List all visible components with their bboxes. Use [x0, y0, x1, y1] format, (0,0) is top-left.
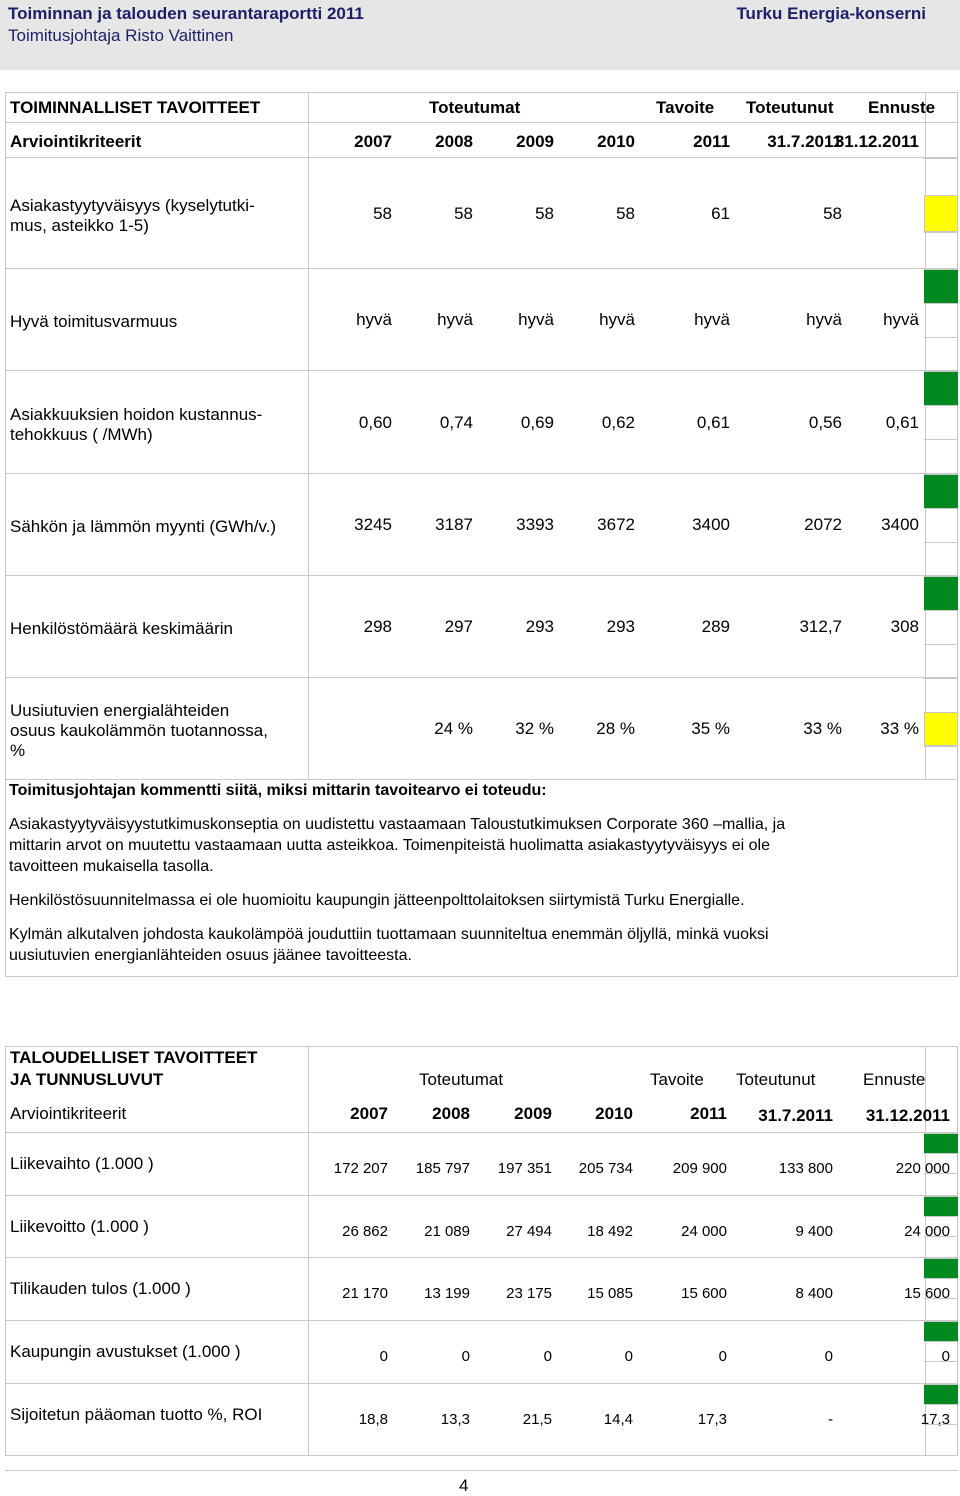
fin-row-value: 21,5 — [522, 1411, 552, 1428]
comment-line: uusiutuvien energianlähteiden osuus jäänee tavoitteesta. — [9, 947, 412, 964]
row-value: 28 % — [596, 719, 635, 738]
status-light-green — [924, 474, 958, 508]
row-value: 58 — [535, 203, 554, 223]
comment-line: Henkilöstösuunnitelmassa ei ole huomioitu kaupungin jätteenpolttolaitoksen siirtymistä Turku Energialle. — [9, 892, 745, 909]
row-value: 58 — [616, 203, 635, 223]
row-value: hyvä — [518, 310, 554, 329]
report-header — [0, 0, 960, 70]
status-light-off — [924, 439, 958, 473]
fin-row-value: 17,3 — [920, 1411, 950, 1428]
company-name: Turku Energia-konserni — [736, 4, 926, 23]
fin-row-value: 17,3 — [697, 1411, 727, 1428]
year-header: 2009 — [516, 132, 554, 151]
fin-year-header: 2009 — [514, 1104, 552, 1123]
row-value: hyvä — [599, 310, 635, 329]
operational-goals-table — [5, 92, 958, 780]
fin-row-value: 197 351 — [497, 1160, 552, 1177]
status-light-green — [924, 1258, 958, 1278]
fin-row-label: Kaupungin avustukset (1.000 ) — [10, 1342, 241, 1361]
fin-row-value: - — [828, 1411, 833, 1428]
fin-row-value: 0 — [941, 1348, 950, 1365]
row-value: 58 — [454, 203, 473, 223]
financial-goals-table — [5, 1046, 958, 1456]
fin-row-value: 18,8 — [358, 1411, 388, 1428]
status-light-off — [924, 1236, 958, 1256]
status-light-off — [924, 508, 958, 542]
status-light-off — [924, 1173, 958, 1193]
row-value: 33 % — [803, 719, 842, 738]
status-light-off — [924, 405, 958, 439]
status-light-off — [924, 158, 958, 195]
year-header: 2011 — [693, 132, 730, 151]
row-label: tehokkuus ( /MWh) — [10, 424, 153, 444]
status-light-off — [924, 232, 958, 269]
report-author: Toimitusjohtaja Risto Vaittinen — [8, 26, 234, 45]
status-light-green — [924, 1196, 958, 1216]
fin-row-value: 8 400 — [795, 1285, 833, 1302]
fin-criteria-label: Arviointikriteerit — [10, 1104, 127, 1123]
row-value: 0,60 — [358, 412, 392, 432]
status-light-green — [924, 576, 958, 610]
report-title: Toiminnan ja talouden seurantaraportti 2011 — [8, 4, 364, 23]
status-light-green — [924, 1321, 958, 1341]
status-indicator — [924, 678, 958, 780]
fin-row-value: 15 600 — [681, 1285, 727, 1302]
row-value: 308 — [890, 617, 919, 636]
row-value: 0,61 — [885, 412, 919, 432]
fin-status-indicator — [924, 1384, 958, 1444]
fin-row-value: 133 800 — [778, 1160, 833, 1177]
comment-line: tavoitteen mukaisella tasolla. — [9, 858, 214, 875]
comment-line: mittarin arvot on muutettu vastaamaan uutta asteikkoa. Toimenpiteistä huolimatta asiakastyytyväisyys ei ole — [9, 837, 770, 854]
status-indicator — [924, 474, 958, 576]
fin-col-toteutunut: Toteutunut — [736, 1070, 816, 1089]
fin-status-indicator — [924, 1196, 958, 1256]
status-light-off — [924, 1361, 958, 1381]
status-indicator — [924, 269, 958, 371]
status-light-off — [924, 644, 958, 678]
fin-row-label: Liikevoitto (1.000 ) — [10, 1217, 149, 1236]
row-label: Hyvä toimitusvarmuus — [10, 312, 178, 331]
row-label: mus, asteikko 1-5) — [10, 215, 149, 235]
row-value: hyvä — [437, 310, 473, 329]
row-label: Sähkön ja lämmön myynti (GWh/v.) — [10, 517, 277, 536]
fin-year-header: 31.12.2011 — [865, 1106, 950, 1125]
row-label: Uusiutuvien energialähteiden — [10, 701, 230, 720]
status-light-green — [924, 371, 958, 405]
fin-row-value: 185 797 — [415, 1160, 470, 1177]
col-ennuste: Ennuste — [868, 98, 936, 117]
row-value: 289 — [701, 617, 730, 636]
page-number: 4 — [459, 1476, 469, 1495]
fin-row-value: 220 000 — [895, 1160, 950, 1177]
status-light-off — [924, 1404, 958, 1424]
status-light-off — [924, 1153, 958, 1173]
fin-row-label: Sijoitetun pääoman tuotto %, ROI — [10, 1405, 263, 1424]
criteria-label: Arviointikriteerit — [10, 132, 142, 151]
fin-row-value: 9 400 — [795, 1223, 833, 1240]
col-toteutumat: Toteutumat — [429, 98, 521, 117]
year-header: 31.7.2011 — [767, 132, 842, 151]
row-value: 35 % — [691, 719, 730, 738]
fin-row-value: 18 492 — [587, 1223, 633, 1240]
comment-line: Kylmän alkutalven johdosta kaukolämpöä jouduttiin tuottamaan suunniteltua enemmän öljyllä, minkä vuoksi — [9, 926, 769, 943]
fin-row-label: Liikevaihto (1.000 ) — [10, 1154, 154, 1173]
row-value: 58 — [823, 203, 842, 223]
status-indicator — [924, 371, 958, 473]
row-value: 297 — [444, 617, 473, 636]
fin-row-value: 24 000 — [681, 1223, 727, 1240]
fin-status-indicator — [924, 1258, 958, 1318]
row-label: Asiakastyytyväisyys (kyselytutki- — [10, 195, 255, 215]
comment-line: Asiakastyytyväisyystutkimuskonseptia on uudistettu vastaamaan Taloustutkimuksen Corporate 360 –mallia, ja — [9, 816, 786, 833]
row-value: 3672 — [597, 515, 635, 534]
row-value: 3400 — [692, 515, 730, 534]
status-indicator — [924, 158, 958, 269]
col-tavoite: Tavoite — [656, 98, 715, 117]
status-light-green — [924, 1133, 958, 1153]
row-value: hyvä — [883, 310, 919, 329]
fin-row-value: 0 — [824, 1348, 833, 1365]
fin-row-value: 14,4 — [603, 1411, 633, 1428]
row-value: 293 — [606, 617, 635, 636]
row-value: hyvä — [694, 310, 730, 329]
status-light-off — [924, 303, 958, 337]
fin-status-indicator — [924, 1321, 958, 1381]
fin-row-value: 13 199 — [424, 1285, 470, 1302]
row-value: 3400 — [881, 515, 919, 534]
row-value: 0,69 — [520, 412, 554, 432]
status-light-off — [924, 1341, 958, 1361]
status-light-off — [924, 1216, 958, 1236]
fin-col-toteutumat: Toteutumat — [419, 1070, 504, 1089]
row-value: 312,7 — [799, 617, 842, 636]
fin-col-ennuste: Ennuste — [863, 1070, 926, 1089]
row-value: 24 % — [434, 719, 473, 738]
row-value: 33 % — [880, 719, 919, 738]
fin-year-header: 2011 — [690, 1104, 727, 1123]
status-light-off — [924, 678, 958, 712]
fin-row-value: 27 494 — [506, 1223, 552, 1240]
col-toteutunut: Toteutunut — [746, 98, 834, 117]
fin-row-value: 15 600 — [904, 1285, 950, 1302]
fin-row-value: 172 207 — [333, 1160, 388, 1177]
fin-row-value: 205 734 — [578, 1160, 633, 1177]
row-label: Henkilöstömäärä keskimäärin — [10, 619, 233, 638]
year-header: 2007 — [354, 132, 392, 151]
row-value: 3245 — [354, 515, 392, 534]
fin-row-value: 0 — [624, 1348, 633, 1365]
row-value: 32 % — [515, 719, 554, 738]
status-light-off — [924, 542, 958, 576]
fin-row-value: 21 089 — [424, 1223, 470, 1240]
row-value: 58 — [373, 203, 392, 223]
status-light-off — [924, 746, 958, 780]
row-value: 0,62 — [601, 412, 635, 432]
row-value: 298 — [363, 617, 392, 636]
fin-row-value: 15 085 — [587, 1285, 633, 1302]
fin-row-value: 0 — [718, 1348, 727, 1365]
fin-row-value: 209 900 — [672, 1160, 727, 1177]
status-light-off — [924, 610, 958, 644]
status-light-off — [924, 337, 958, 371]
year-header: 2008 — [435, 132, 473, 151]
fin-row-value: 13,3 — [440, 1411, 470, 1428]
fin-row-value: 0 — [543, 1348, 552, 1365]
fin-row-value: 21 170 — [342, 1285, 388, 1302]
fin-year-header: 31.7.2011 — [758, 1106, 833, 1125]
row-label: osuus kaukolämmön tuotannossa, — [10, 721, 268, 740]
status-light-yellow — [924, 195, 958, 232]
status-light-off — [924, 1278, 958, 1298]
fin-year-header: 2007 — [350, 1104, 388, 1123]
fin-col-tavoite: Tavoite — [650, 1070, 704, 1089]
fin-year-header: 2008 — [432, 1104, 470, 1123]
status-light-green — [924, 1384, 958, 1404]
status-light-off — [924, 1298, 958, 1318]
row-value: 0,61 — [696, 412, 730, 432]
row-value: hyvä — [356, 310, 392, 329]
fin-row-value: 0 — [379, 1348, 388, 1365]
financial-title-line2: JA TUNNUSLUVUT — [10, 1070, 164, 1089]
fin-row-value: 24 000 — [904, 1223, 950, 1240]
status-light-green — [924, 269, 958, 303]
fin-row-value: 0 — [461, 1348, 470, 1365]
fin-status-indicator — [924, 1133, 958, 1193]
year-header: 31.12.2011 — [834, 132, 919, 151]
fin-row-value: 23 175 — [506, 1285, 552, 1302]
fin-year-header: 2010 — [595, 1104, 633, 1123]
row-value: hyvä — [806, 310, 842, 329]
row-value: 61 — [711, 203, 730, 223]
row-value: 3187 — [435, 515, 473, 534]
comment-heading: Toimitusjohtajan kommentti siitä, miksi mittarin tavoitearvo ei toteudu: — [9, 782, 547, 799]
row-value: 293 — [525, 617, 554, 636]
row-value: 2072 — [804, 515, 842, 534]
fin-row-label: Tilikauden tulos (1.000 ) — [10, 1279, 191, 1298]
row-value: 0,56 — [808, 412, 842, 432]
status-indicator — [924, 576, 958, 678]
status-light-off — [924, 1424, 958, 1444]
year-header: 2010 — [597, 132, 635, 151]
fin-row-value: 26 862 — [342, 1223, 388, 1240]
status-light-yellow — [924, 712, 958, 746]
row-label: Asiakkuuksien hoidon kustannus- — [10, 404, 263, 424]
row-value: 3393 — [516, 515, 554, 534]
financial-title-line1: TALOUDELLISET TAVOITTEET — [10, 1048, 258, 1067]
operational-title: TOIMINNALLISET TAVOITTEET — [10, 98, 261, 117]
row-value: 0,74 — [439, 412, 473, 432]
row-label: % — [10, 741, 26, 760]
